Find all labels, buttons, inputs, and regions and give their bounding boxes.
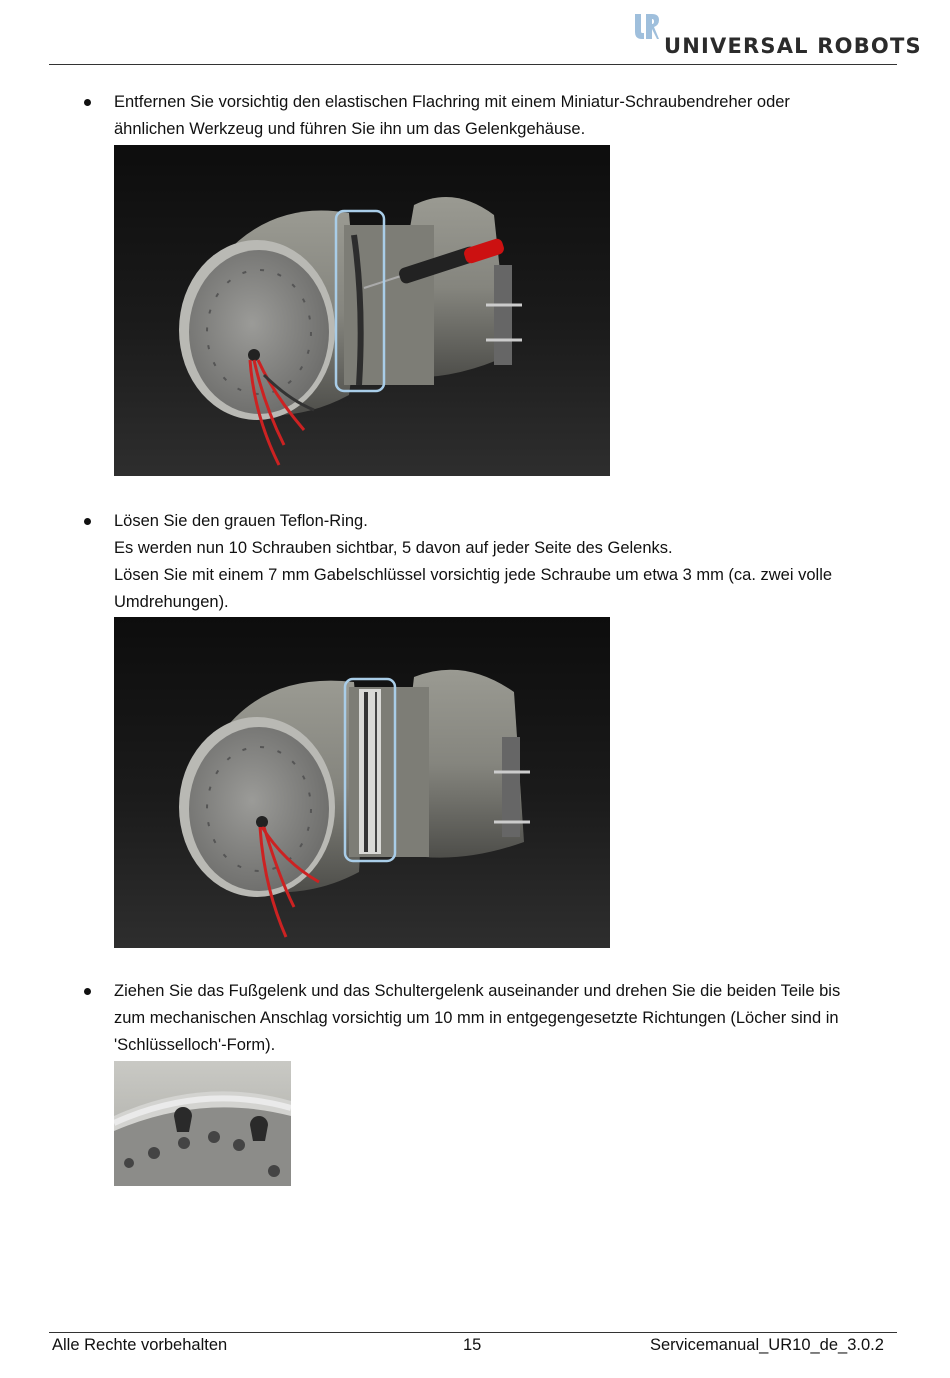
step-2-line-1: Lösen Sie den grauen Teflon-Ring. xyxy=(114,512,368,530)
header-divider xyxy=(49,64,897,65)
bullet-icon xyxy=(84,518,91,525)
step-3-line-1: Ziehen Sie das Fußgelenk und das Schultergelenk auseinander und drehen Sie die beiden Teile bis xyxy=(114,982,841,1000)
footer-divider xyxy=(49,1332,897,1333)
step-1-line-1: Entfernen Sie vorsichtig den elastischen Flachring mit einem Miniatur-Schraubendreher oder xyxy=(114,93,790,111)
keyhole-closeup-photo xyxy=(114,1061,291,1186)
step-2-line-3: Lösen Sie mit einem 7 mm Gabelschlüssel vorsichtig jede Schraube um etwa 3 mm (ca. zwei volle xyxy=(114,566,833,584)
ur-logo-icon xyxy=(632,12,660,42)
robot-joint-photo-ring-removed xyxy=(114,617,610,948)
logo-wordmark: UNIVERSAL ROBOTS xyxy=(664,34,922,58)
document-id: Servicemanual_UR10_de_3.0.2 xyxy=(650,1336,884,1354)
bullet-icon xyxy=(84,988,91,995)
step-2-line-4: Umdrehungen). xyxy=(114,593,229,611)
step-3-line-3: 'Schlüsselloch'-Form). xyxy=(114,1036,276,1054)
step-2-line-2: Es werden nun 10 Schrauben sichtbar, 5 davon auf jeder Seite des Gelenks. xyxy=(114,539,673,557)
bullet-icon xyxy=(84,99,91,106)
robot-joint-photo-with-screwdriver xyxy=(114,145,610,476)
page-number: 15 xyxy=(463,1336,482,1354)
step-1-line-2: ähnlichen Werkzeug und führen Sie ihn um das Gelenkgehäuse. xyxy=(114,120,586,138)
footer-rights: Alle Rechte vorbehalten xyxy=(52,1336,228,1354)
universal-robots-logo xyxy=(632,12,922,60)
step-3-line-2: zum mechanischen Anschlag vorsichtig um 10 mm in entgegengesetzte Richtungen (Löcher sind in xyxy=(114,1009,839,1027)
